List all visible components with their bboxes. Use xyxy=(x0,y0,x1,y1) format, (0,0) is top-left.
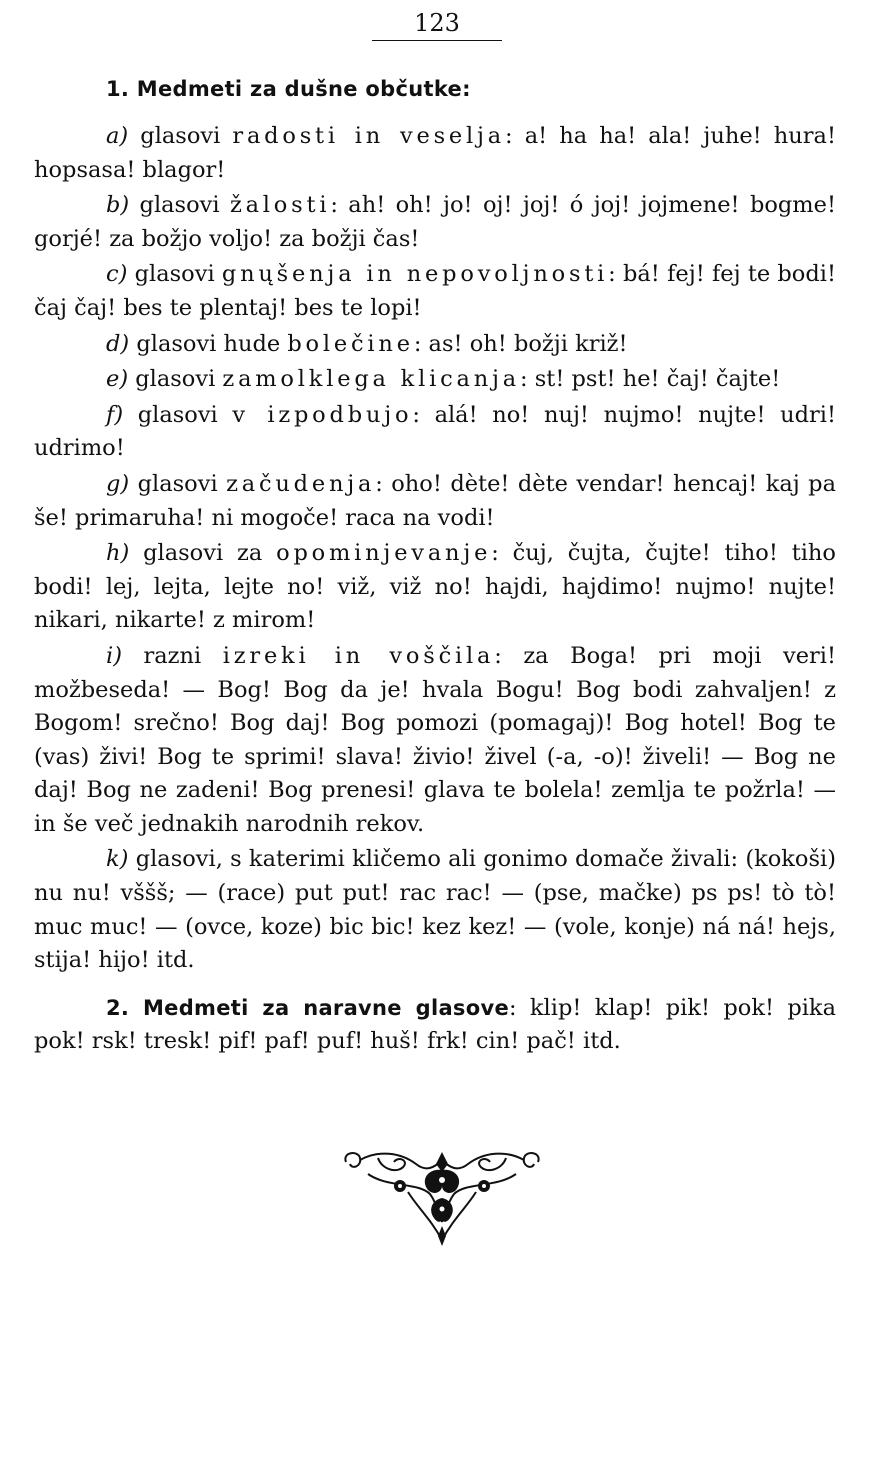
item-spaced-term: izreki in voščila xyxy=(222,642,495,669)
item-label: h) xyxy=(106,540,130,567)
item-examples: : ah! oh! jo! oj! joj! ó joj! jojmene! bogme! gorjé! za božjo voljo! za božji čas! xyxy=(34,192,836,252)
item-spaced-term: gnųšenja in nepovoljnosti xyxy=(221,261,609,288)
item-label: b) xyxy=(106,192,130,219)
item-spaced-term: v izpodbujo xyxy=(232,401,413,428)
floral-ornament-icon xyxy=(338,1148,546,1248)
item-spaced-term: začudenja xyxy=(226,470,376,497)
item-spaced-term: opominjevanje xyxy=(276,540,492,567)
item-examples: : a! ha ha! ala! juhe! hura! hopsasa! blagor! xyxy=(34,123,836,183)
item-spaced-term: bolečine xyxy=(287,330,414,357)
item-spaced-term: radosti in veselja xyxy=(232,123,506,149)
item-label: f) xyxy=(106,401,124,428)
interjection-list xyxy=(34,120,836,978)
item-text: glasovi xyxy=(128,366,223,393)
item-label: g) xyxy=(106,470,130,497)
item-text: glasovi xyxy=(123,401,233,428)
list-item xyxy=(34,843,836,977)
section-2-examples: : klip! klap! pik! pok! pika pok! rsk! tresk! pif! paf! puf! huš! frk! cin! pač! itd. xyxy=(34,994,836,1055)
item-text: glasovi xyxy=(129,192,230,219)
list-item xyxy=(34,363,836,397)
list-item xyxy=(34,399,836,466)
list-item xyxy=(34,468,836,535)
section-2-paragraph xyxy=(34,992,836,1059)
item-examples: : oho! dète! dète vendar! hencaj! kaj pa še! primaruha! ni mogoče! raca na vodi! xyxy=(34,470,836,531)
item-examples: : bá! fej! fej te bodi! čaj čaj! bes te plentaj! bes te lopi! xyxy=(34,261,836,321)
item-text: glasovi hude xyxy=(129,330,288,357)
item-text: glasovi xyxy=(128,123,233,149)
page-content xyxy=(34,72,836,1059)
item-label: a) xyxy=(106,123,129,149)
item-label: i) xyxy=(106,642,122,669)
item-spaced-term: žalosti xyxy=(229,192,331,219)
list-item xyxy=(34,189,836,256)
item-examples: : alá! no! nuj! nujmo! nujte! udri! udrimo! xyxy=(34,401,836,462)
item-text: razni xyxy=(121,642,223,669)
item-examples: : čuj, čujta, čujte! tiho! tiho bodi! lej, lejta, lejte no! viž, viž no! hajdi, hajdimo! nujmo! nujte! nikari, nikarte! z mirom! xyxy=(34,540,836,634)
list-item xyxy=(34,328,836,362)
item-spaced-term: zamolklega klicanja xyxy=(222,366,521,393)
page-number: 123 xyxy=(414,9,460,37)
section-1-heading: 1. Medmeti za dušne občutke: xyxy=(106,77,471,101)
section-2-heading: 2. Medmeti za naravne glasove xyxy=(106,995,509,1020)
item-text: glasovi za xyxy=(129,540,277,567)
list-item xyxy=(34,537,836,638)
item-label: d) xyxy=(106,330,130,357)
item-text: glasovi xyxy=(127,261,222,288)
list-item xyxy=(34,120,836,187)
item-text: glasovi, s katerimi kličemo ali gonimo domače živali: (kokoši) nu nu! vššš; — (race) put put! rac rac! — (pse, mačke) ps ps! tò tò! muc muc! — (ovce, koze) bic bic! kez kez! — (vole, konje) ná ná! hejs, stija! hijo! itd. xyxy=(34,846,836,974)
item-examples: : st! pst! he! čaj! čajte! xyxy=(520,366,781,393)
item-label: k) xyxy=(106,846,129,873)
item-text: glasovi xyxy=(129,470,227,497)
list-item xyxy=(34,258,836,325)
list-item xyxy=(34,640,836,842)
header-rule xyxy=(372,40,502,41)
item-examples: : as! oh! božji križ! xyxy=(413,330,628,357)
item-label: e) xyxy=(106,366,129,393)
item-label: c) xyxy=(106,261,128,288)
item-examples: : za Boga! pri moji veri! možbeseda! — Bog! Bog da je! hvala Bogu! Bog bodi zahvaljen! z Bogom! srečno! Bog daj! Bog pomozi (pomagaj)! Bog hotel! Bog te (vas) živi! Bog te sprimi! slava! živio! živel (-a, -o)! živeli! — Bog ne daj! Bog ne zadeni! Bog prenesi! glava te bolela! zemlja te požrla! — in še več jednakih narodnih rekov. xyxy=(34,642,837,837)
